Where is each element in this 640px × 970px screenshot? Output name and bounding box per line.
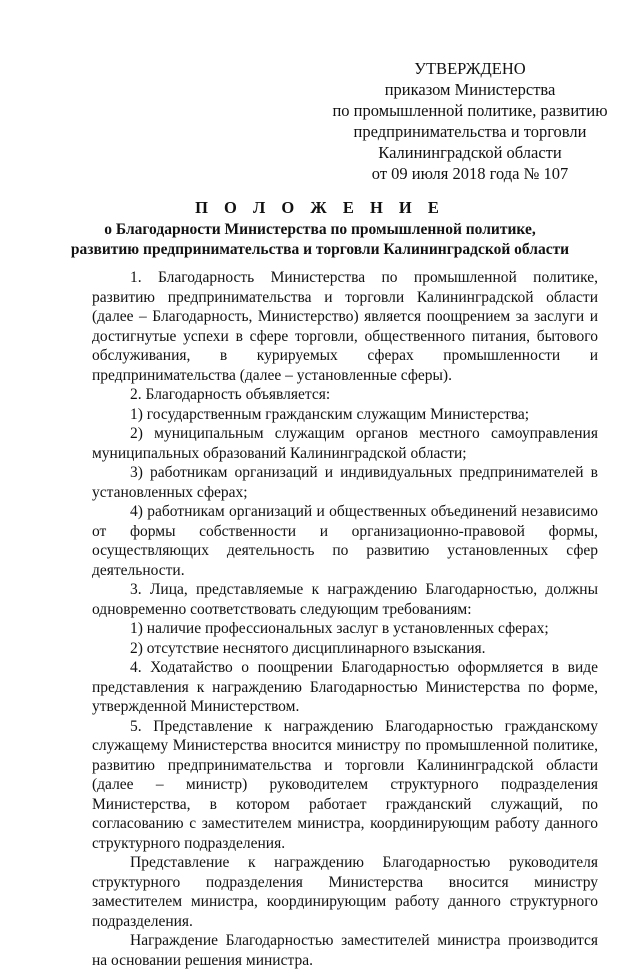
subtitle-line: развитию предпринимательства и торговли Калининградской области bbox=[70, 241, 570, 258]
paragraph: Награждение Благодарностью заместителей министра производится на основании решения министра. bbox=[92, 932, 598, 969]
approval-block bbox=[300, 58, 640, 184]
paragraph: 1) наличие профессиональных заслуг в установленных сферах; bbox=[130, 620, 549, 637]
paragraph: 5. Представление к награждению Благодарностью гражданскому служащему Министерства вносится министру по промышленной политике, развитию предпринимательства и торговли Калининградской области (далее – министр) руководителем структурного подразделения Министерства, в котором работает гражданский служащий, по согласованию с заместителем министра, координирующим работу данного структурного подразделения. bbox=[92, 717, 598, 852]
approval-heading: УТВЕРЖДЕНО bbox=[414, 59, 526, 78]
paragraph: Представление к награждению Благодарностью руководителя структурного подразделения Министерства вносится министру заместителем министра, координирующим работу данного структурного подразделения. bbox=[92, 854, 598, 930]
approval-line: предпринимательства и торговли bbox=[353, 122, 587, 141]
approval-line: по промышленной политике, развитию bbox=[332, 101, 608, 120]
approval-line: приказом Министерства bbox=[384, 80, 556, 99]
paragraph: 2) муниципальным служащим органов местного самоуправления муниципальных образований Калининградской области; bbox=[92, 425, 598, 462]
document-body bbox=[92, 268, 598, 970]
paragraph: 3. Лица, представляемые к награждению Благодарностью, должны одновременно соответствовать следующим требованиям: bbox=[92, 581, 598, 618]
paragraph: 3) работникам организаций и индивидуальных предпринимателей в установленных сферах; bbox=[92, 464, 598, 501]
document-title: П О Л О Ж Е Н И Е bbox=[195, 198, 445, 217]
paragraph: 2. Благодарность объявляется: bbox=[130, 386, 331, 403]
paragraph: 1) государственным гражданским служащим Министерства; bbox=[130, 405, 530, 423]
paragraph: 1. Благодарность Министерства по промышленной политике, развитию предпринимательства и торговли Калининградской области (далее – Благодарность, Министерство) является поощрением за заслуги и достигнутые успехи в сфере торговли, общественного питания, бытового обслуживания, в курируемых сферах промышленности и предпринимательства (далее – установленные сферы). bbox=[92, 269, 598, 384]
paragraph: 4) работникам организаций и общественных объединений независимо от формы собственности и организационно-правовой формы, осуществляющих деятельность по развитию установленных сфер деятельности. bbox=[92, 503, 598, 579]
document-subtitle bbox=[0, 220, 640, 260]
approval-line: Калининградской области bbox=[378, 143, 562, 162]
approval-line: от 09 июля 2018 года № 107 bbox=[371, 164, 569, 183]
subtitle-line: о Благодарности Министерства по промышленной политике, bbox=[104, 221, 536, 238]
paragraph: 2) отсутствие неснятого дисциплинарного взыскания. bbox=[130, 639, 486, 657]
paragraph: 4. Ходатайство о поощрении Благодарностью оформляется в виде представления к награждению Благодарностью Министерства по форме, утвержденной Министерством. bbox=[92, 659, 598, 715]
